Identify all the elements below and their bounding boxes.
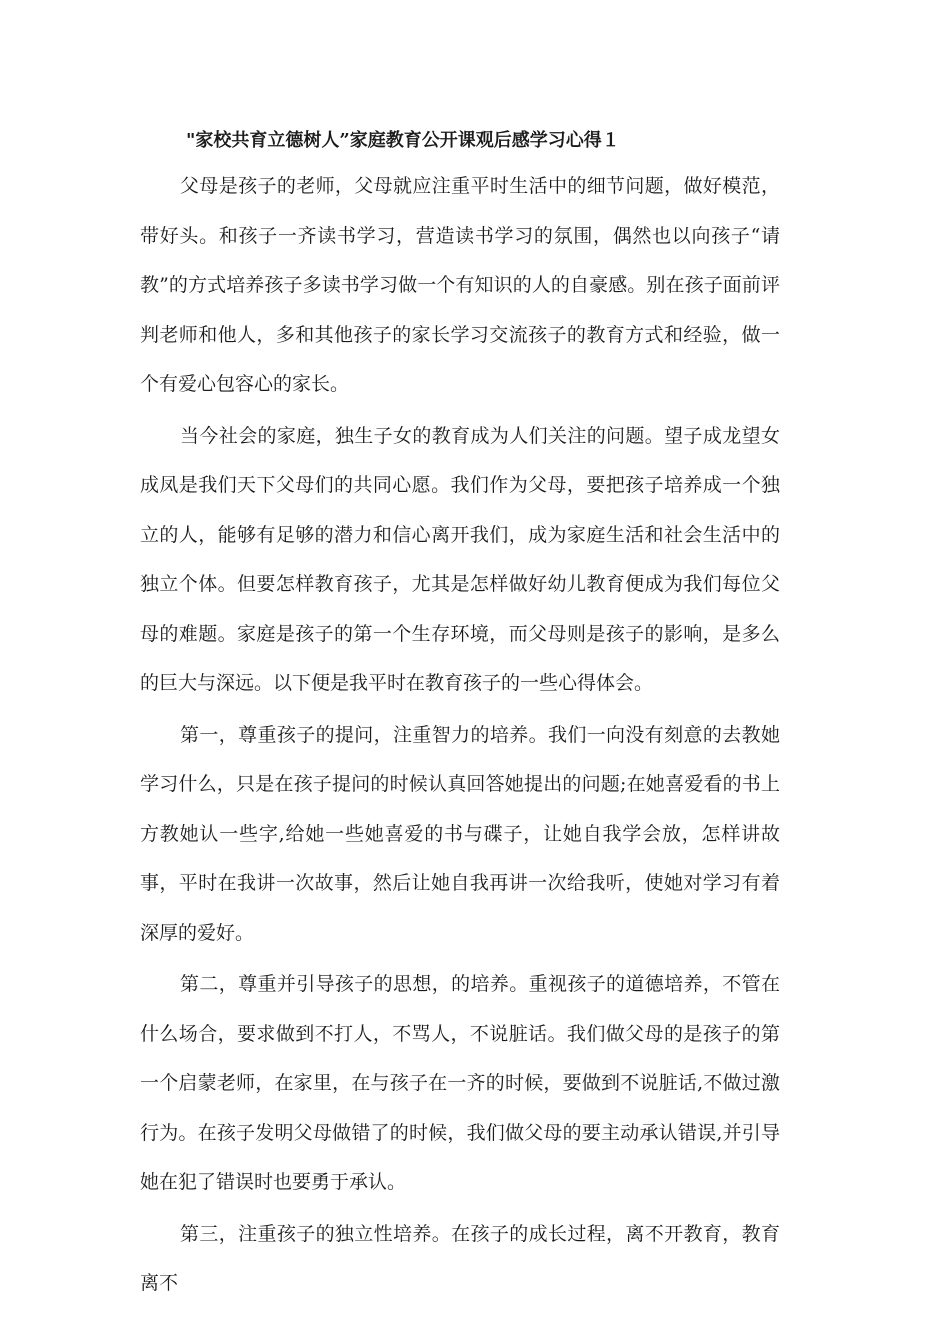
paragraph-2: 当今社会的家庭，独生子女的教育成为人们关注的问题。望子成龙望女成凤是我们天下父母们的共同心愿。我们作为父母，要把孩子培养成一个独立的人，能够有足够的潜力和信心离开我们，成为家庭生活和社会生活中的独立个体。但要怎样教育孩子，尤其是怎样做好幼儿教育便成为我们每位父母的难题。家庭是孩子的第一个生存环境，而父母则是孩子的影响，是多么的巨大与深远。以下便是我平时在教育孩子的一些心得体会。 [140, 424, 780, 694]
paragraph-5: 第三，注重孩子的独立性培养。在孩子的成长过程，离不开教育，教育离不 [140, 1222, 780, 1294]
paragraph-3: 第一，尊重孩子的提问，注重智力的培养。我们一向没有刻意的去教她学习什么，只是在孩子提问的时候认真回答她提出的问题;在她喜爱看的书上方教她认一些字,给她一些她喜爱的书与碟子，让她自我学会放，怎样讲故事，平时在我讲一次故事，然后让她自我再讲一次给我听，使她对学习有着深厚的爱好。 [140, 723, 780, 944]
paragraph-1: 父母是孩子的老师，父母就应注重平时生活中的细节问题，做好模范，带好头。和孩子一齐读书学习，营造读书学习的氛围，偶然也以向孩子“请教”的方式培养孩子多读书学习做一个有知识的人的自豪感。别在孩子面前评判老师和他人，多和其他孩子的家长学习交流孩子的教育方式和经验，做一个有爱心包容心的家长。 [140, 175, 780, 395]
paragraph-4: 第二，尊重并引导孩子的思想，的培养。重视孩子的道德培养，不管在什么场合，要求做到不打人，不骂人，不说脏话。我们做父母的是孩子的第一个启蒙老师，在家里，在与孩子在一齐的时候，要做到不说脏话,不做过激行为。在孩子发明父母做错了的时候，我们做父母的要主动承认错误,并引导她在犯了错误时也要勇于承认。 [140, 973, 780, 1193]
document-title: "家校共育立德树人”家庭教育公开课观后感学习心得１ [186, 130, 620, 151]
document-body [140, 162, 780, 1311]
